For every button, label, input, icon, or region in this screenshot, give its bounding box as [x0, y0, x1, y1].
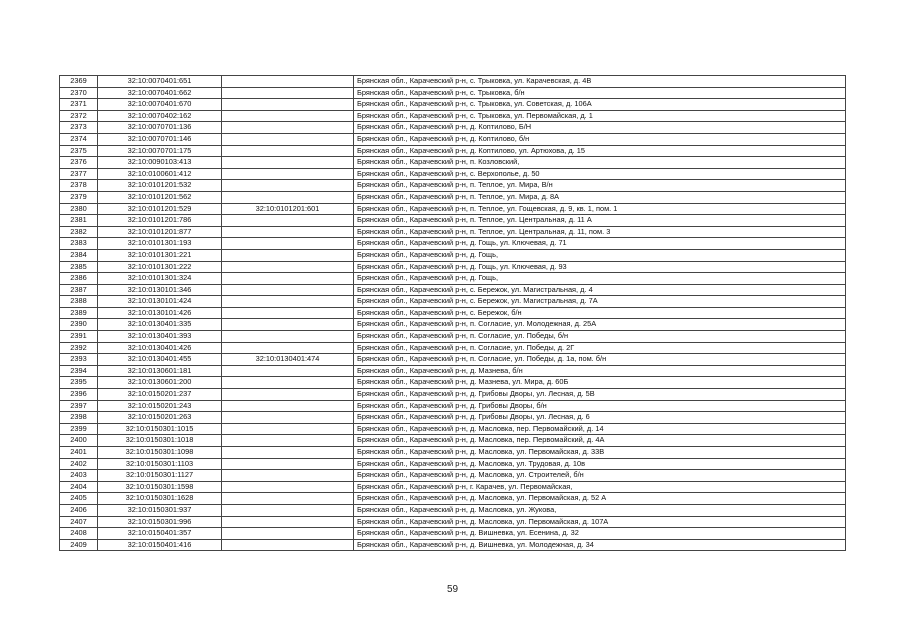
cadastral-number-cell: 32:10:0150301:1018	[98, 435, 222, 447]
related-cadastral-number-cell	[222, 191, 354, 203]
row-number-cell: 2406	[60, 504, 98, 516]
row-number-cell: 2407	[60, 516, 98, 528]
address-cell: Брянская обл., Карачевский р-н, с. Трыковка, ул. Карачевская, д. 4В	[354, 76, 846, 88]
table-row	[60, 273, 846, 285]
cadastral-number-cell: 32:10:0150301:1015	[98, 423, 222, 435]
cadastral-number-cell: 32:10:0100601:412	[98, 168, 222, 180]
cadastral-number-cell: 32:10:0130401:335	[98, 319, 222, 331]
related-cadastral-number-cell	[222, 261, 354, 273]
related-cadastral-number-cell	[222, 319, 354, 331]
related-cadastral-number-cell	[222, 284, 354, 296]
address-cell: Брянская обл., Карачевский р-н, с. Бережок, ул. Магистральная, д. 7А	[354, 296, 846, 308]
row-number-cell: 2378	[60, 180, 98, 192]
related-cadastral-number-cell	[222, 447, 354, 459]
row-number-cell: 2386	[60, 273, 98, 285]
address-cell: Брянская обл., Карачевский р-н, д. Масловка, ул. Трудовая, д. 10в	[354, 458, 846, 470]
cadastral-number-cell: 32:10:0101301:193	[98, 238, 222, 250]
related-cadastral-number-cell	[222, 493, 354, 505]
address-cell: Брянская обл., Карачевский р-н, д. Масловка, ул. Жукова,	[354, 504, 846, 516]
table-row	[60, 110, 846, 122]
row-number-cell: 2382	[60, 226, 98, 238]
address-cell: Брянская обл., Карачевский р-н, д. Мазнева, ул. Мира, д. 60Б	[354, 377, 846, 389]
related-cadastral-number-cell	[222, 307, 354, 319]
row-number-cell: 2380	[60, 203, 98, 215]
cadastral-number-cell: 32:10:0070701:146	[98, 133, 222, 145]
table-row	[60, 539, 846, 551]
row-number-cell: 2370	[60, 87, 98, 99]
row-number-cell: 2381	[60, 215, 98, 227]
table-row	[60, 412, 846, 424]
table-row	[60, 122, 846, 134]
cadastral-number-cell: 32:10:0101201:532	[98, 180, 222, 192]
address-cell: Брянская обл., Карачевский р-н, с. Трыковка, ул. Советская, д. 106А	[354, 99, 846, 111]
cadastral-number-cell: 32:10:0101301:221	[98, 249, 222, 261]
address-cell: Брянская обл., Карачевский р-н, д. Грибовы Дворы, ул. Лесная, д. 5В	[354, 389, 846, 401]
address-cell: Брянская обл., Карачевский р-н, п. Согласие, ул. Победы, д. 2Г	[354, 342, 846, 354]
address-cell: Брянская обл., Карачевский р-н, д. Масловка, ул. Первомайская, д. 107А	[354, 516, 846, 528]
cadastral-number-cell: 32:10:0150401:357	[98, 528, 222, 540]
cadastral-number-cell: 32:10:0130401:393	[98, 331, 222, 343]
row-number-cell: 2384	[60, 249, 98, 261]
address-cell: Брянская обл., Карачевский р-н, д. Грибовы Дворы, б/н	[354, 400, 846, 412]
table-row	[60, 307, 846, 319]
address-cell: Брянская обл., Карачевский р-н, п. Теплое, ул. Центральная, д. 11 А	[354, 215, 846, 227]
related-cadastral-number-cell	[222, 76, 354, 88]
address-cell: Брянская обл., Карачевский р-н, д. Вишневка, ул. Есенина, д. 32	[354, 528, 846, 540]
table-row	[60, 435, 846, 447]
cadastral-number-cell: 32:10:0130101:346	[98, 284, 222, 296]
cadastral-number-cell: 32:10:0130101:424	[98, 296, 222, 308]
cadastral-number-cell: 32:10:0101301:324	[98, 273, 222, 285]
cadastral-number-cell: 32:10:0101201:877	[98, 226, 222, 238]
cadastral-number-cell: 32:10:0150201:243	[98, 400, 222, 412]
table-row	[60, 377, 846, 389]
address-cell: Брянская обл., Карачевский р-н, д. Масловка, пер. Первомайский, д. 4А	[354, 435, 846, 447]
table-row	[60, 76, 846, 88]
row-number-cell: 2376	[60, 157, 98, 169]
address-cell: Брянская обл., Карачевский р-н, д. Вишневка, ул. Молодежная, д. 34	[354, 539, 846, 551]
address-cell: Брянская обл., Карачевский р-н, п. Теплое, ул. Мира, В/н	[354, 180, 846, 192]
table-row	[60, 528, 846, 540]
table-row	[60, 470, 846, 482]
table-row	[60, 180, 846, 192]
related-cadastral-number-cell	[222, 400, 354, 412]
related-cadastral-number-cell	[222, 470, 354, 482]
table-row	[60, 516, 846, 528]
address-cell: Брянская обл., Карачевский р-н, п. Козловский,	[354, 157, 846, 169]
cadastral-number-cell: 32:10:0150301:1628	[98, 493, 222, 505]
related-cadastral-number-cell	[222, 342, 354, 354]
row-number-cell: 2391	[60, 331, 98, 343]
cadastral-number-cell: 32:10:0150301:1598	[98, 481, 222, 493]
address-cell: Брянская обл., Карачевский р-н, д. Масловка, пер. Первомайский, д. 14	[354, 423, 846, 435]
address-cell: Брянская обл., Карачевский р-н, д. Грибовы Дворы, ул. Лесная, д. 6	[354, 412, 846, 424]
related-cadastral-number-cell	[222, 226, 354, 238]
row-number-cell: 2375	[60, 145, 98, 157]
related-cadastral-number-cell	[222, 145, 354, 157]
related-cadastral-number-cell	[222, 412, 354, 424]
related-cadastral-number-cell	[222, 296, 354, 308]
cadastral-number-cell: 32:10:0150401:416	[98, 539, 222, 551]
cadastral-number-cell: 32:10:0130101:426	[98, 307, 222, 319]
related-cadastral-number-cell	[222, 273, 354, 285]
row-number-cell: 2369	[60, 76, 98, 88]
row-number-cell: 2379	[60, 191, 98, 203]
related-cadastral-number-cell	[222, 528, 354, 540]
table-row	[60, 226, 846, 238]
cadastral-number-cell: 32:10:0101301:222	[98, 261, 222, 273]
row-number-cell: 2394	[60, 365, 98, 377]
address-cell: Брянская обл., Карачевский р-н, г. Карачев, ул. Первомайская,	[354, 481, 846, 493]
related-cadastral-number-cell	[222, 110, 354, 122]
cadastral-number-cell: 32:10:0090103:413	[98, 157, 222, 169]
related-cadastral-number-cell	[222, 481, 354, 493]
row-number-cell: 2374	[60, 133, 98, 145]
row-number-cell: 2389	[60, 307, 98, 319]
related-cadastral-number-cell	[222, 435, 354, 447]
row-number-cell: 2387	[60, 284, 98, 296]
row-number-cell: 2398	[60, 412, 98, 424]
table-row	[60, 365, 846, 377]
related-cadastral-number-cell	[222, 504, 354, 516]
row-number-cell: 2371	[60, 99, 98, 111]
related-cadastral-number-cell	[222, 331, 354, 343]
cadastral-number-cell: 32:10:0101201:529	[98, 203, 222, 215]
cadastral-number-cell: 32:10:0150301:996	[98, 516, 222, 528]
table-row	[60, 87, 846, 99]
cadastral-number-cell: 32:10:0150301:937	[98, 504, 222, 516]
cadastral-number-cell: 32:10:0070402:162	[98, 110, 222, 122]
related-cadastral-number-cell	[222, 423, 354, 435]
related-cadastral-number-cell	[222, 365, 354, 377]
row-number-cell: 2397	[60, 400, 98, 412]
related-cadastral-number-cell	[222, 377, 354, 389]
related-cadastral-number-cell	[222, 168, 354, 180]
related-cadastral-number-cell	[222, 180, 354, 192]
table-row	[60, 238, 846, 250]
table-row	[60, 191, 846, 203]
cadastral-number-cell: 32:10:0070401:651	[98, 76, 222, 88]
related-cadastral-number-cell	[222, 215, 354, 227]
table-row	[60, 319, 846, 331]
related-cadastral-number-cell	[222, 249, 354, 261]
table-row	[60, 215, 846, 227]
cadastral-number-cell: 32:10:0070701:136	[98, 122, 222, 134]
address-cell: Брянская обл., Карачевский р-н, п. Теплое, ул. Центральная, д. 11, пом. 3	[354, 226, 846, 238]
related-cadastral-number-cell	[222, 133, 354, 145]
cadastral-number-cell: 32:10:0130601:200	[98, 377, 222, 389]
cadastral-number-cell: 32:10:0150301:1127	[98, 470, 222, 482]
related-cadastral-number-cell	[222, 539, 354, 551]
page-number: 59	[446, 584, 459, 595]
row-number-cell: 2408	[60, 528, 98, 540]
row-number-cell: 2402	[60, 458, 98, 470]
table-row	[60, 342, 846, 354]
cadastral-number-cell: 32:10:0150301:1098	[98, 447, 222, 459]
cadastral-number-cell: 32:10:0150201:263	[98, 412, 222, 424]
cadastral-number-cell: 32:10:0130601:181	[98, 365, 222, 377]
cadastral-number-cell: 32:10:0070401:670	[98, 99, 222, 111]
address-cell: Брянская обл., Карачевский р-н, п. Согласие, ул. Победы, б/н	[354, 331, 846, 343]
cadastral-number-cell: 32:10:0130401:426	[98, 342, 222, 354]
table-row	[60, 400, 846, 412]
table-row	[60, 389, 846, 401]
address-cell: Брянская обл., Карачевский р-н, д. Гощь, ул. Ключевая, д. 71	[354, 238, 846, 250]
row-number-cell: 2392	[60, 342, 98, 354]
property-table-body	[60, 76, 846, 551]
address-cell: Брянская обл., Карачевский р-н, д. Масловка, ул. Первомайская, д. 52 А	[354, 493, 846, 505]
row-number-cell: 2385	[60, 261, 98, 273]
cadastral-number-cell: 32:10:0070701:175	[98, 145, 222, 157]
table-row	[60, 296, 846, 308]
table-row	[60, 145, 846, 157]
table-row	[60, 458, 846, 470]
table-row	[60, 284, 846, 296]
table-row	[60, 157, 846, 169]
table-row	[60, 203, 846, 215]
property-table	[59, 75, 846, 551]
cadastral-number-cell: 32:10:0150201:237	[98, 389, 222, 401]
row-number-cell: 2393	[60, 354, 98, 366]
related-cadastral-number-cell	[222, 99, 354, 111]
related-cadastral-number-cell	[222, 122, 354, 134]
related-cadastral-number-cell	[222, 516, 354, 528]
row-number-cell: 2388	[60, 296, 98, 308]
row-number-cell: 2390	[60, 319, 98, 331]
table-row	[60, 493, 846, 505]
address-cell: Брянская обл., Карачевский р-н, д. Гощь,	[354, 249, 846, 261]
address-cell: Брянская обл., Карачевский р-н, с. Трыковка, б/н	[354, 87, 846, 99]
related-cadastral-number-cell	[222, 157, 354, 169]
related-cadastral-number-cell	[222, 389, 354, 401]
table-row	[60, 481, 846, 493]
row-number-cell: 2383	[60, 238, 98, 250]
table-row	[60, 447, 846, 459]
address-cell: Брянская обл., Карачевский р-н, д. Коптилово, б/н	[354, 133, 846, 145]
address-cell: Брянская обл., Карачевский р-н, д. Коптилово, ул. Артюхова, д. 15	[354, 145, 846, 157]
cadastral-number-cell: 32:10:0150301:1103	[98, 458, 222, 470]
address-cell: Брянская обл., Карачевский р-н, д. Масловка, ул. Первомайская, д. 33В	[354, 447, 846, 459]
table-row	[60, 99, 846, 111]
cadastral-number-cell: 32:10:0101201:562	[98, 191, 222, 203]
cadastral-number-cell: 32:10:0070401:662	[98, 87, 222, 99]
address-cell: Брянская обл., Карачевский р-н, п. Согласие, ул. Молодежная, д. 25А	[354, 319, 846, 331]
related-cadastral-number-cell: 32:10:0101201:601	[222, 203, 354, 215]
address-cell: Брянская обл., Карачевский р-н, д. Гощь, ул. Ключевая, д. 93	[354, 261, 846, 273]
row-number-cell: 2377	[60, 168, 98, 180]
related-cadastral-number-cell	[222, 458, 354, 470]
table-row	[60, 133, 846, 145]
address-cell: Брянская обл., Карачевский р-н, п. Теплое, ул. Мира, д. 8А	[354, 191, 846, 203]
address-cell: Брянская обл., Карачевский р-н, д. Мазнева, б/н	[354, 365, 846, 377]
address-cell: Брянская обл., Карачевский р-н, с. Бережок, б/н	[354, 307, 846, 319]
row-number-cell: 2373	[60, 122, 98, 134]
row-number-cell: 2400	[60, 435, 98, 447]
row-number-cell: 2409	[60, 539, 98, 551]
row-number-cell: 2372	[60, 110, 98, 122]
address-cell: Брянская обл., Карачевский р-н, п. Согласие, ул. Победы, д. 1а, пом. б/н	[354, 354, 846, 366]
row-number-cell: 2401	[60, 447, 98, 459]
table-row	[60, 249, 846, 261]
row-number-cell: 2395	[60, 377, 98, 389]
address-cell: Брянская обл., Карачевский р-н, п. Теплое, ул. Гощевская, д. 9, кв. 1, пом. 1	[354, 203, 846, 215]
address-cell: Брянская обл., Карачевский р-н, д. Гощь,	[354, 273, 846, 285]
row-number-cell: 2403	[60, 470, 98, 482]
related-cadastral-number-cell	[222, 238, 354, 250]
address-cell: Брянская обл., Карачевский р-н, д. Масловка, ул. Строителей, б/н	[354, 470, 846, 482]
related-cadastral-number-cell: 32:10:0130401:474	[222, 354, 354, 366]
address-cell: Брянская обл., Карачевский р-н, с. Трыковка, ул. Первомайская, д. 1	[354, 110, 846, 122]
address-cell: Брянская обл., Карачевский р-н, с. Бережок, ул. Магистральная, д. 4	[354, 284, 846, 296]
row-number-cell: 2405	[60, 493, 98, 505]
address-cell: Брянская обл., Карачевский р-н, с. Верхополье, д. 50	[354, 168, 846, 180]
table-row	[60, 504, 846, 516]
table-row	[60, 168, 846, 180]
related-cadastral-number-cell	[222, 87, 354, 99]
row-number-cell: 2396	[60, 389, 98, 401]
row-number-cell: 2404	[60, 481, 98, 493]
table-row	[60, 423, 846, 435]
address-cell: Брянская обл., Карачевский р-н, д. Коптилово, Б/Н	[354, 122, 846, 134]
cadastral-number-cell: 32:10:0130401:455	[98, 354, 222, 366]
table-row	[60, 331, 846, 343]
row-number-cell: 2399	[60, 423, 98, 435]
table-row	[60, 354, 846, 366]
cadastral-number-cell: 32:10:0101201:786	[98, 215, 222, 227]
table-row	[60, 261, 846, 273]
